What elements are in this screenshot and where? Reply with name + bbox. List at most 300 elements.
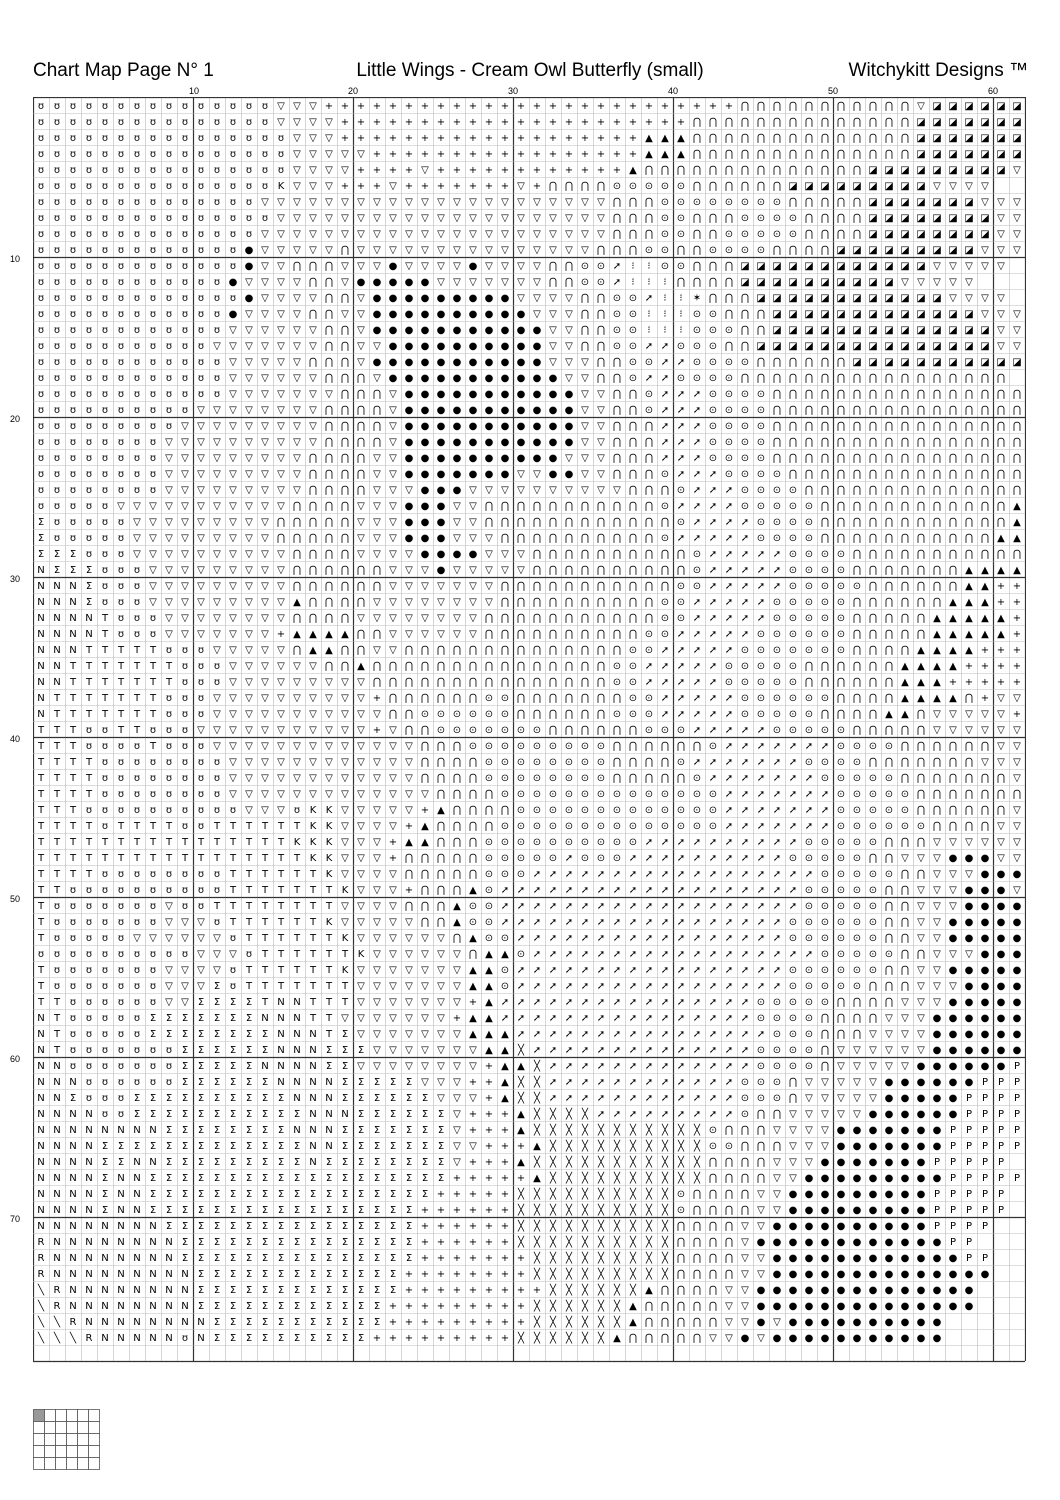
stitch-symbol: ⋂ [948,437,958,448]
stitch-symbol: ⋂ [564,709,574,720]
stitch-symbol: ⋂ [660,773,670,784]
stitch-symbol: ╳ [581,1269,589,1280]
stitch-symbol: ▽ [213,965,221,976]
stitch-symbol: ▲ [501,1029,509,1040]
stitch-symbol: ⊙ [884,789,894,800]
stitch-symbol: ● [932,1109,942,1120]
stitch-symbol: ● [900,1173,910,1184]
stitch-symbol: ▽ [325,677,333,688]
stitch-symbol: ▲ [293,597,301,608]
stitch-symbol: ╳ [661,1157,669,1168]
stitch-symbol: ⊙ [804,757,814,768]
stitch-symbol: P [965,1157,973,1168]
stitch-symbol: ➚ [740,933,750,944]
stitch-symbol: ● [900,1253,910,1264]
stitch-symbol: ⊙ [836,629,846,640]
stitch-symbol: ʊ [69,373,77,384]
stitch-symbol: Σ [149,1173,157,1184]
stitch-symbol: ◪ [884,245,894,256]
stitch-symbol: ʊ [117,485,125,496]
stitch-symbol: ⋂ [692,261,702,272]
stitch-symbol: ● [404,373,414,384]
stitch-symbol: ⊙ [820,949,830,960]
stitch-symbol: ▽ [341,677,349,688]
stitch-symbol: ● [804,1317,814,1328]
stitch-symbol: ▽ [357,293,365,304]
stitch-symbol: + [404,181,414,192]
stitch-symbol: ʊ [53,437,61,448]
stitch-symbol: ʊ [213,117,221,128]
stitch-symbol: ➚ [772,885,782,896]
stitch-symbol: ● [836,1221,846,1232]
stitch-symbol: N [37,613,45,624]
stitch-symbol: ▽ [245,661,253,672]
stitch-symbol: ▽ [149,565,157,576]
stitch-symbol: T [309,917,317,928]
stitch-symbol: ◪ [804,261,814,272]
stitch-symbol: ʊ [229,197,237,208]
stitch-symbol: + [468,1189,478,1200]
stitch-symbol: ▽ [389,437,397,448]
stitch-symbol: Σ [373,1109,381,1120]
stitch-symbol: ▽ [389,933,397,944]
stitch-symbol: ⋂ [852,709,862,720]
stitch-symbol: ◪ [868,277,878,288]
stitch-symbol: ⋂ [692,229,702,240]
stitch-symbol: ╳ [613,1237,621,1248]
stitch-symbol: ⋂ [852,661,862,672]
stitch-symbol: ◪ [852,181,862,192]
stitch-symbol: ▽ [229,709,237,720]
stitch-symbol: ⊙ [644,725,654,736]
stitch-symbol: ʊ [117,885,125,896]
stitch-symbol: ▲ [981,613,989,624]
page-map-cell [78,1410,89,1422]
stitch-symbol: ➚ [676,501,686,512]
stitch-symbol: ● [996,1061,1006,1072]
stitch-symbol: ⋂ [644,549,654,560]
row-number: 60 [10,1054,21,1064]
stitch-symbol: ╳ [517,1205,525,1216]
stitch-symbol: + [484,1061,494,1072]
stitch-symbol: ▽ [997,853,1005,864]
stitch-symbol: ▽ [181,917,189,928]
stitch-symbol: N [53,1221,61,1232]
stitch-symbol: ● [916,1253,926,1264]
stitch-symbol: ▽ [325,789,333,800]
stitch-symbol: ◪ [916,293,926,304]
stitch-symbol: + [964,661,974,672]
stitch-symbol: ⊙ [788,709,798,720]
stitch-symbol: ➚ [692,469,702,480]
stitch-symbol: ʊ [69,101,77,112]
stitch-symbol: K [325,853,333,864]
stitch-symbol: ▽ [357,837,365,848]
stitch-symbol: ⊙ [740,197,750,208]
stitch-symbol: ⋂ [820,517,830,528]
stitch-symbol: ⊙ [788,1045,798,1056]
stitch-symbol: ● [932,1077,942,1088]
stitch-symbol: Σ [197,1141,205,1152]
stitch-symbol: ▲ [997,629,1005,640]
stitch-symbol: ⋂ [564,549,574,560]
stitch-symbol: ● [852,1205,862,1216]
stitch-symbol: ▽ [597,421,605,432]
page-map-cell [56,1422,67,1434]
stitch-symbol: ● [868,1141,878,1152]
stitch-symbol: T [117,725,125,736]
stitch-symbol: N [37,1125,45,1136]
stitch-symbol: ⋂ [788,389,798,400]
stitch-symbol: T [229,821,237,832]
stitch-symbol: Σ [149,1189,157,1200]
stitch-symbol: Σ [213,1109,221,1120]
stitch-symbol: ʊ [101,789,109,800]
column-number: 20 [347,86,359,96]
stitch-symbol: ʊ [165,293,173,304]
stitch-symbol: ʊ [149,181,157,192]
stitch-symbol: ʊ [149,805,157,816]
stitch-symbol: T [149,837,157,848]
stitch-symbol: ▽ [565,197,573,208]
stitch-symbol: ➚ [788,805,798,816]
stitch-symbol: + [612,165,622,176]
stitch-symbol: ➚ [564,901,574,912]
stitch-symbol: T [197,837,205,848]
stitch-symbol: ⊙ [532,725,542,736]
stitch-symbol: ⊙ [756,1093,766,1104]
stitch-symbol: ⋂ [324,661,334,672]
stitch-symbol: ⊙ [740,501,750,512]
stitch-symbol: Σ [437,1141,445,1152]
stitch-symbol: ➚ [516,1013,526,1024]
stitch-symbol: ⋂ [916,709,926,720]
stitch-symbol: ➚ [740,885,750,896]
stitch-symbol: T [53,821,61,832]
stitch-symbol: ▽ [309,133,317,144]
stitch-symbol: ◪ [948,309,958,320]
stitch-symbol: ╳ [581,1301,589,1312]
stitch-symbol: ▽ [181,469,189,480]
stitch-symbol: ➚ [756,949,766,960]
stitch-symbol: ʊ [53,373,61,384]
stitch-symbol: Σ [85,565,93,576]
stitch-symbol: ▽ [901,1029,909,1040]
stitch-symbol: ʊ [181,805,189,816]
stitch-symbol: ● [484,389,494,400]
stitch-symbol: T [53,1045,61,1056]
stitch-symbol: ▽ [741,1253,749,1264]
page-map-cell [45,1434,56,1446]
stitch-symbol: ⋂ [932,757,942,768]
stitch-symbol: ʊ [165,117,173,128]
stitch-symbol: ▲ [501,949,509,960]
stitch-symbol: ⋂ [532,597,542,608]
stitch-symbol: ⊙ [676,805,686,816]
stitch-symbol: ⊙ [500,757,510,768]
stitch-symbol: ▽ [293,101,301,112]
stitch-symbol: ▽ [757,1253,765,1264]
stitch-symbol: P [997,1077,1005,1088]
stitch-symbol: ▲ [533,1141,541,1152]
stitch-symbol: ʊ [85,421,93,432]
stitch-symbol: ⊙ [596,773,606,784]
stitch-symbol: N [69,597,77,608]
stitch-symbol: ⊙ [804,581,814,592]
stitch-symbol: ▽ [325,149,333,160]
stitch-symbol: Σ [245,1333,253,1344]
stitch-symbol: ⋂ [340,549,350,560]
stitch-symbol: ● [836,1173,846,1184]
stitch-symbol: ⊙ [868,901,878,912]
stitch-symbol: ➚ [612,1029,622,1040]
stitch-symbol: ● [900,1141,910,1152]
stitch-symbol: ● [980,917,990,928]
page-map-cell [67,1434,78,1446]
stitch-symbol: ʊ [213,789,221,800]
stitch-symbol: T [53,1013,61,1024]
stitch-symbol: ⋂ [772,117,782,128]
stitch-symbol: ● [404,405,414,416]
stitch-symbol: ● [500,341,510,352]
stitch-symbol: ● [1012,917,1022,928]
stitch-symbol: ⋂ [820,453,830,464]
stitch-symbol: ⋂ [884,965,894,976]
stitch-symbol: ▽ [485,277,493,288]
stitch-symbol: ⋂ [628,245,638,256]
stitch-symbol: + [1012,613,1022,624]
stitch-symbol: ▽ [309,677,317,688]
stitch-symbol: ▽ [373,837,381,848]
stitch-symbol: ⋂ [852,197,862,208]
stitch-symbol: ⋂ [916,565,926,576]
stitch-symbol: ▲ [613,1333,621,1344]
stitch-symbol: ● [932,1269,942,1280]
stitch-symbol: ʊ [69,261,77,272]
stitch-symbol: ● [484,357,494,368]
stitch-symbol: ▽ [293,389,301,400]
stitch-symbol: T [69,773,77,784]
stitch-symbol: ⋂ [980,549,990,560]
stitch-symbol: ➚ [756,853,766,864]
stitch-symbol: ⋂ [868,405,878,416]
stitch-symbol: ▽ [917,885,925,896]
stitch-symbol: N [149,1253,157,1264]
stitch-symbol: Σ [245,1093,253,1104]
stitch-symbol: ◪ [900,261,910,272]
stitch-symbol: ▽ [933,981,941,992]
stitch-symbol: ▽ [357,789,365,800]
stitch-symbol: ⊙ [660,501,670,512]
chart-page-label: Chart Map Page N° 1 [33,60,214,81]
stitch-symbol: + [500,1205,510,1216]
stitch-symbol: ➚ [756,821,766,832]
stitch-symbol: ▽ [469,277,477,288]
stitch-symbol: ▽ [277,309,285,320]
stitch-symbol: N [53,1237,61,1248]
stitch-symbol: ⋂ [852,549,862,560]
stitch-symbol: ╳ [597,1301,605,1312]
stitch-symbol: N [325,1093,333,1104]
stitch-symbol: ⋂ [324,405,334,416]
stitch-symbol: ▽ [261,677,269,688]
stitch-symbol: ▽ [485,245,493,256]
stitch-symbol: ⋂ [564,181,574,192]
stitch-symbol: ⊙ [788,981,798,992]
stitch-symbol: ▽ [533,197,541,208]
stitch-symbol: ⋂ [804,117,814,128]
stitch-symbol: ▽ [853,1045,861,1056]
stitch-symbol: ⋂ [820,1013,830,1024]
stitch-symbol: T [133,693,141,704]
stitch-symbol: ● [372,293,382,304]
stitch-symbol: ▽ [181,517,189,528]
stitch-symbol: ● [884,1157,894,1168]
stitch-symbol: ▽ [373,773,381,784]
stitch-symbol: + [404,165,414,176]
stitch-symbol: ➚ [692,757,702,768]
stitch-symbol: ▽ [741,1301,749,1312]
stitch-symbol: ⋂ [628,213,638,224]
stitch-symbol: ● [964,1013,974,1024]
stitch-symbol: ▽ [405,597,413,608]
stitch-symbol: ⊙ [788,917,798,928]
stitch-symbol: ⁝ [631,261,635,272]
stitch-symbol: ● [852,1157,862,1168]
stitch-symbol: ⊙ [516,773,526,784]
stitch-symbol: ➚ [548,885,558,896]
stitch-symbol: ⋂ [740,101,750,112]
stitch-symbol: ● [404,277,414,288]
stitch-symbol: ⊙ [756,645,766,656]
stitch-symbol: ⊙ [916,821,926,832]
stitch-symbol: + [340,101,350,112]
stitch-symbol: ⋂ [852,149,862,160]
stitch-symbol: ⊙ [724,661,734,672]
stitch-symbol: Σ [229,1141,237,1152]
stitch-symbol: ⋂ [772,149,782,160]
stitch-symbol: ● [452,389,462,400]
stitch-symbol: Σ [117,1141,125,1152]
stitch-symbol: ▽ [357,325,365,336]
stitch-symbol: ⊙ [724,229,734,240]
stitch-symbol: ➚ [644,1013,654,1024]
stitch-symbol: ● [436,357,446,368]
stitch-symbol: N [133,1253,141,1264]
stitch-symbol: ▽ [149,517,157,528]
stitch-symbol: + [516,101,526,112]
stitch-symbol: ╳ [549,1317,557,1328]
stitch-symbol: ⋂ [964,405,974,416]
stitch-symbol: ▽ [341,917,349,928]
stitch-symbol: ▽ [245,469,253,480]
stitch-symbol: ╳ [565,1317,573,1328]
stitch-symbol: ╳ [565,1269,573,1280]
stitch-symbol: ➚ [788,885,798,896]
stitch-symbol: ʊ [181,741,189,752]
stitch-symbol: ╳ [597,1205,605,1216]
stitch-symbol: ● [548,405,558,416]
stitch-symbol: ⋂ [756,1109,766,1120]
stitch-symbol: T [261,965,269,976]
stitch-symbol: ▲ [981,565,989,576]
stitch-symbol: ▽ [421,949,429,960]
stitch-symbol: ⋂ [708,1253,718,1264]
stitch-symbol: ◪ [852,341,862,352]
stitch-symbol: Σ [181,1157,189,1168]
stitch-symbol: ➚ [788,789,798,800]
stitch-symbol: N [117,1333,125,1344]
stitch-symbol: ʊ [133,565,141,576]
stitch-symbol: ▽ [389,645,397,656]
stitch-symbol: ▽ [277,101,285,112]
stitch-symbol: T [213,901,221,912]
stitch-symbol: ● [932,1013,942,1024]
stitch-symbol: Σ [213,1205,221,1216]
stitch-symbol: ⊙ [836,949,846,960]
stitch-symbol: ⋂ [804,229,814,240]
stitch-symbol: ʊ [85,149,93,160]
stitch-symbol: ⊙ [692,309,702,320]
stitch-symbol: ⋂ [788,1077,798,1088]
stitch-symbol: T [101,709,109,720]
stitch-symbol: ◪ [884,309,894,320]
stitch-symbol: ⋂ [836,213,846,224]
stitch-symbol: ● [948,1109,958,1120]
stitch-symbol: ➚ [692,1077,702,1088]
stitch-symbol: ʊ [69,933,77,944]
stitch-symbol: ⋂ [548,725,558,736]
designer-name: Witchykitt Designs ™ [848,60,1028,81]
stitch-symbol: ⋂ [900,741,910,752]
stitch-symbol: ➚ [708,1045,718,1056]
stitch-symbol: ⊙ [836,837,846,848]
stitch-symbol: ➚ [740,773,750,784]
stitch-symbol: ⊙ [692,821,702,832]
stitch-symbol: ● [980,949,990,960]
stitch-symbol: ▽ [1013,165,1021,176]
stitch-symbol: ➚ [756,805,766,816]
stitch-symbol: ▽ [165,453,173,464]
stitch-symbol: N [37,1045,45,1056]
stitch-symbol: ▽ [181,629,189,640]
stitch-symbol: ⋂ [1012,789,1022,800]
stitch-symbol: ⋂ [964,421,974,432]
stitch-symbol: ʊ [53,405,61,416]
stitch-symbol: ⊙ [660,725,670,736]
stitch-symbol: ⋂ [484,677,494,688]
stitch-symbol: ▲ [949,613,957,624]
stitch-symbol: ⋂ [820,245,830,256]
stitch-symbol: ⋂ [804,245,814,256]
stitch-symbol: Σ [213,997,221,1008]
stitch-symbol: Σ [261,1205,269,1216]
stitch-symbol: ⋂ [708,213,718,224]
stitch-symbol: ʊ [165,709,173,720]
stitch-symbol: T [37,837,45,848]
stitch-symbol: ʊ [181,341,189,352]
stitch-symbol: ⋂ [932,501,942,512]
stitch-symbol: ʊ [229,149,237,160]
stitch-symbol: ● [996,869,1006,880]
stitch-symbol: T [37,821,45,832]
stitch-symbol: ➚ [676,853,686,864]
stitch-symbol: ▽ [949,261,957,272]
stitch-symbol: ʊ [181,181,189,192]
stitch-symbol: ʊ [245,229,253,240]
stitch-symbol: ● [452,357,462,368]
stitch-symbol: ⋂ [436,869,446,880]
